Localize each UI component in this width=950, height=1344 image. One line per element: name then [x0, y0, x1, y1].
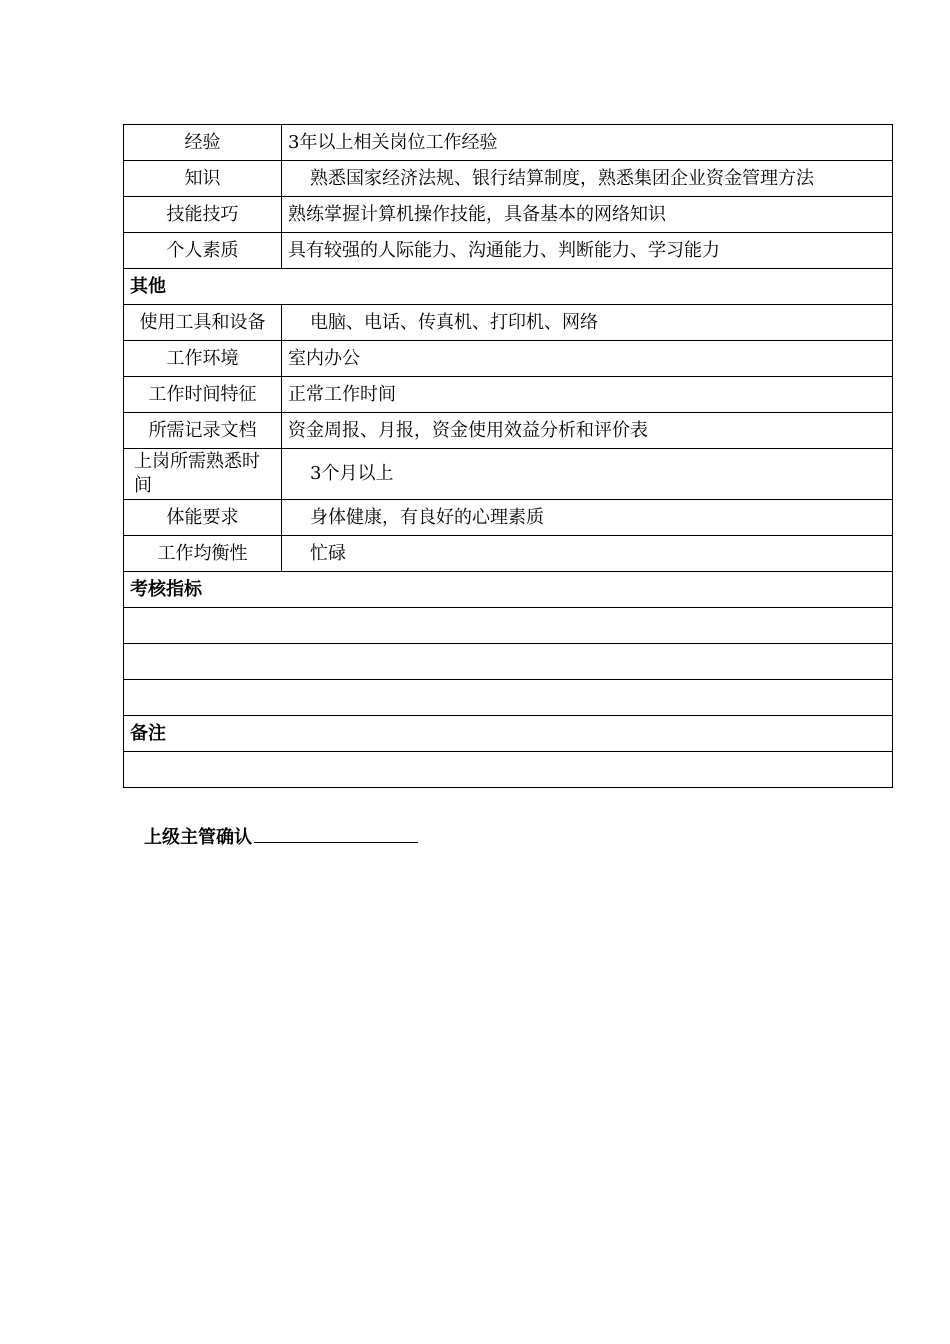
- supervisor-confirmation-label: 上级主管确认: [144, 827, 252, 848]
- table-row: [124, 752, 893, 788]
- table-row: [124, 269, 893, 305]
- table-row: [124, 305, 893, 341]
- experience-label: 经验: [124, 125, 282, 161]
- supervisor-confirmation: [144, 822, 418, 851]
- table-row: [124, 161, 893, 197]
- table-row: [124, 608, 893, 644]
- personal-quality-label: 个人素质: [124, 233, 282, 269]
- workload-balance-label: 工作均衡性: [124, 536, 282, 572]
- physical-label: 体能要求: [124, 500, 282, 536]
- work-hours-value: 正常工作时间: [282, 377, 893, 413]
- physical-value: 身体健康，有良好的心理素质: [282, 500, 893, 536]
- table-row: [124, 377, 893, 413]
- workload-balance-value: 忙碌: [282, 536, 893, 572]
- documents-value: 资金周报、月报，资金使用效益分析和评价表: [282, 413, 893, 449]
- work-hours-label: 工作时间特征: [124, 377, 282, 413]
- tools-value: 电脑、电话、传真机、打印机、网络: [282, 305, 893, 341]
- table-row: [124, 413, 893, 449]
- table-row: [124, 572, 893, 608]
- table-row: [124, 536, 893, 572]
- table-row: [124, 644, 893, 680]
- table-row: [124, 197, 893, 233]
- familiarize-time-label: 上岗所需熟悉时间: [124, 449, 282, 500]
- section-heading-kpi: 考核指标: [124, 572, 893, 608]
- environment-label: 工作环境: [124, 341, 282, 377]
- personal-quality-value: 具有较强的人际能力、沟通能力、判断能力、学习能力: [282, 233, 893, 269]
- tools-label: 使用工具和设备: [124, 305, 282, 341]
- skills-value: 熟练掌握计算机操作技能，具备基本的网络知识: [282, 197, 893, 233]
- environment-value: 室内办公: [282, 341, 893, 377]
- section-heading-remarks: 备注: [124, 716, 893, 752]
- remarks-blank-row: [124, 752, 893, 788]
- table-row: [124, 233, 893, 269]
- kpi-blank-row: [124, 608, 893, 644]
- experience-value: 3年以上相关岗位工作经验: [282, 125, 893, 161]
- section-heading-other: 其他: [124, 269, 893, 305]
- kpi-blank-row: [124, 680, 893, 716]
- table-row: [124, 125, 893, 161]
- table-row: [124, 716, 893, 752]
- signature-line: [254, 822, 418, 843]
- documents-label: 所需记录文档: [124, 413, 282, 449]
- familiarize-time-value: 3个月以上: [282, 449, 893, 500]
- table-row: [124, 341, 893, 377]
- kpi-blank-row: [124, 644, 893, 680]
- job-description-table: [123, 124, 893, 788]
- knowledge-value: 熟悉国家经济法规、银行结算制度，熟悉集团企业资金管理方法: [282, 161, 893, 197]
- table-row: [124, 500, 893, 536]
- skills-label: 技能技巧: [124, 197, 282, 233]
- knowledge-label: 知识: [124, 161, 282, 197]
- table-row: [124, 449, 893, 500]
- table-row: [124, 680, 893, 716]
